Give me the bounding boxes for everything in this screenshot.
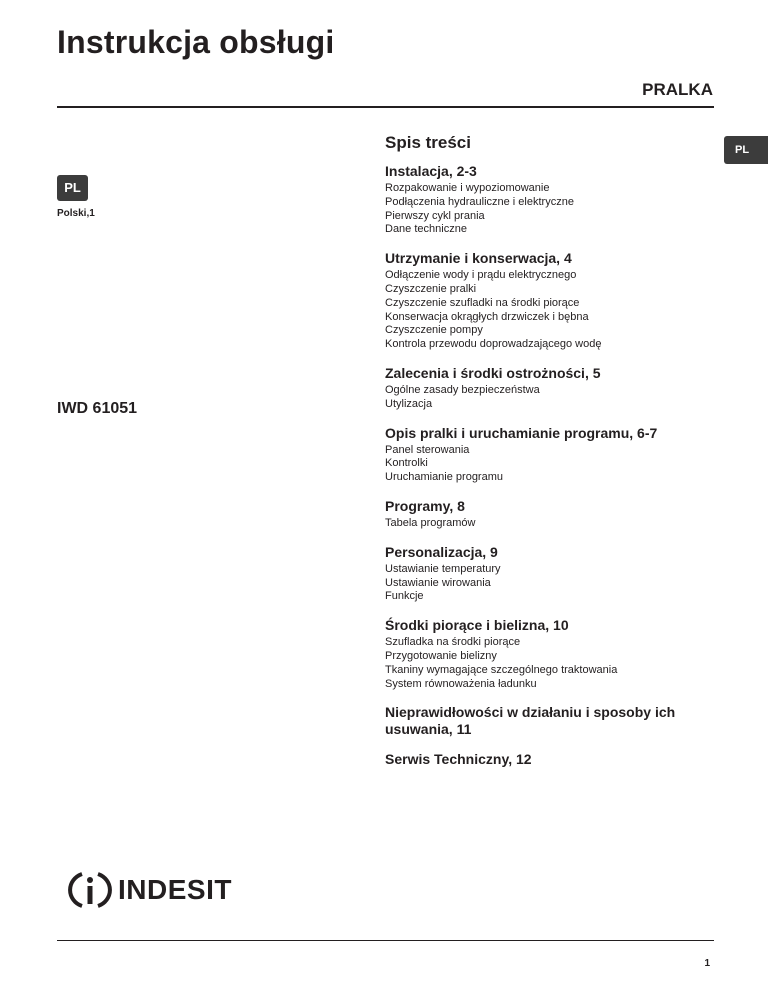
page-title: Instrukcja obsługi: [57, 24, 335, 60]
toc-section: [385, 425, 717, 485]
toc-item[interactable]: Czyszczenie pralki: [385, 282, 477, 295]
toc-item-list: [385, 563, 717, 604]
toc-section: [385, 163, 717, 237]
toc-section-heading[interactable]: Opis pralki i uruchamianie programu, 6-7: [385, 424, 658, 441]
toc-section-heading[interactable]: Środki piorące i bielizna, 10: [385, 617, 569, 634]
toc-item[interactable]: Konserwacja okrągłych drzwiczek i bębna: [385, 310, 589, 323]
bottom-divider: [57, 940, 714, 941]
top-divider: [57, 106, 714, 108]
toc-item[interactable]: Czyszczenie szufladki na środki piorące: [385, 296, 580, 309]
toc-section-heading[interactable]: Nieprawidłowości w działaniu i sposoby ich usuwania, 11: [385, 704, 676, 738]
toc-section-heading[interactable]: Serwis Techniczny, 12: [385, 751, 532, 768]
toc-item[interactable]: Kontrola przewodu doprowadzającego wodę: [385, 338, 602, 351]
toc-item[interactable]: Przygotowanie bielizny: [385, 649, 497, 662]
toc-section: [385, 544, 717, 604]
toc-item-list: [385, 444, 717, 485]
toc-item[interactable]: Podłączenia hydrauliczne i elektryczne: [385, 195, 574, 208]
model-number: IWD 61051: [57, 400, 138, 417]
document-type: PRALKA: [642, 80, 713, 99]
toc-section-heading[interactable]: Personalizacja, 9: [385, 543, 498, 560]
toc-item-list: [385, 517, 717, 531]
toc-section-heading[interactable]: Zalecenia i środki ostrożności, 5: [385, 364, 601, 381]
toc-item[interactable]: Tabela programów: [385, 516, 476, 529]
toc-item[interactable]: Uruchamianie programu: [385, 471, 503, 484]
toc-item[interactable]: Kontrolki: [385, 457, 428, 470]
toc-title: Spis treści: [385, 133, 471, 152]
toc-item[interactable]: Odłączenie wody i prądu elektrycznego: [385, 269, 577, 282]
toc-item[interactable]: Rozpakowanie i wypoziomowanie: [385, 182, 550, 194]
toc-item[interactable]: Dane techniczne: [385, 223, 467, 236]
toc-section: [385, 250, 717, 352]
toc-section: [385, 751, 717, 768]
brand-logo: [68, 870, 232, 910]
toc-section-heading[interactable]: Instalacja, 2-3: [385, 163, 477, 179]
toc-item-list: [385, 384, 717, 412]
toc-item[interactable]: Ustawianie temperatury: [385, 562, 501, 575]
toc-item[interactable]: Panel sterowania: [385, 443, 470, 456]
toc-item-list: [385, 182, 717, 237]
toc-section: [385, 617, 717, 691]
toc-item[interactable]: Funkcje: [385, 590, 424, 603]
toc-sections: [385, 163, 717, 768]
page-number: 1: [704, 958, 710, 969]
language-badge[interactable]: PL: [57, 175, 88, 201]
toc-section: [385, 498, 717, 531]
toc-item[interactable]: System równoważenia ładunku: [385, 677, 537, 690]
toc-section: [385, 365, 717, 412]
toc-item[interactable]: Czyszczenie pompy: [385, 324, 483, 337]
toc-item[interactable]: Pierwszy cykl prania: [385, 209, 485, 222]
toc-section-heading[interactable]: Utrzymanie i konserwacja, 4: [385, 250, 572, 267]
toc-item-list: [385, 636, 717, 691]
table-of-contents: [385, 133, 717, 781]
logo-wordmark: INDESIT: [118, 874, 232, 905]
toc-item[interactable]: Szufladka na środki piorące: [385, 636, 521, 649]
language-label[interactable]: Polski,1: [57, 208, 95, 219]
toc-section-heading[interactable]: Programy, 8: [385, 497, 465, 514]
toc-section: [385, 704, 717, 738]
side-language-tab[interactable]: PL: [724, 136, 768, 164]
toc-item[interactable]: Tkaniny wymagające szczególnego traktowania: [385, 663, 618, 676]
indesit-logo-icon: [68, 870, 112, 910]
toc-item[interactable]: Utylizacja: [385, 397, 433, 410]
toc-item[interactable]: Ogólne zasady bezpieczeństwa: [385, 383, 540, 396]
toc-item[interactable]: Ustawianie wirowania: [385, 576, 491, 589]
toc-item-list: [385, 269, 717, 352]
